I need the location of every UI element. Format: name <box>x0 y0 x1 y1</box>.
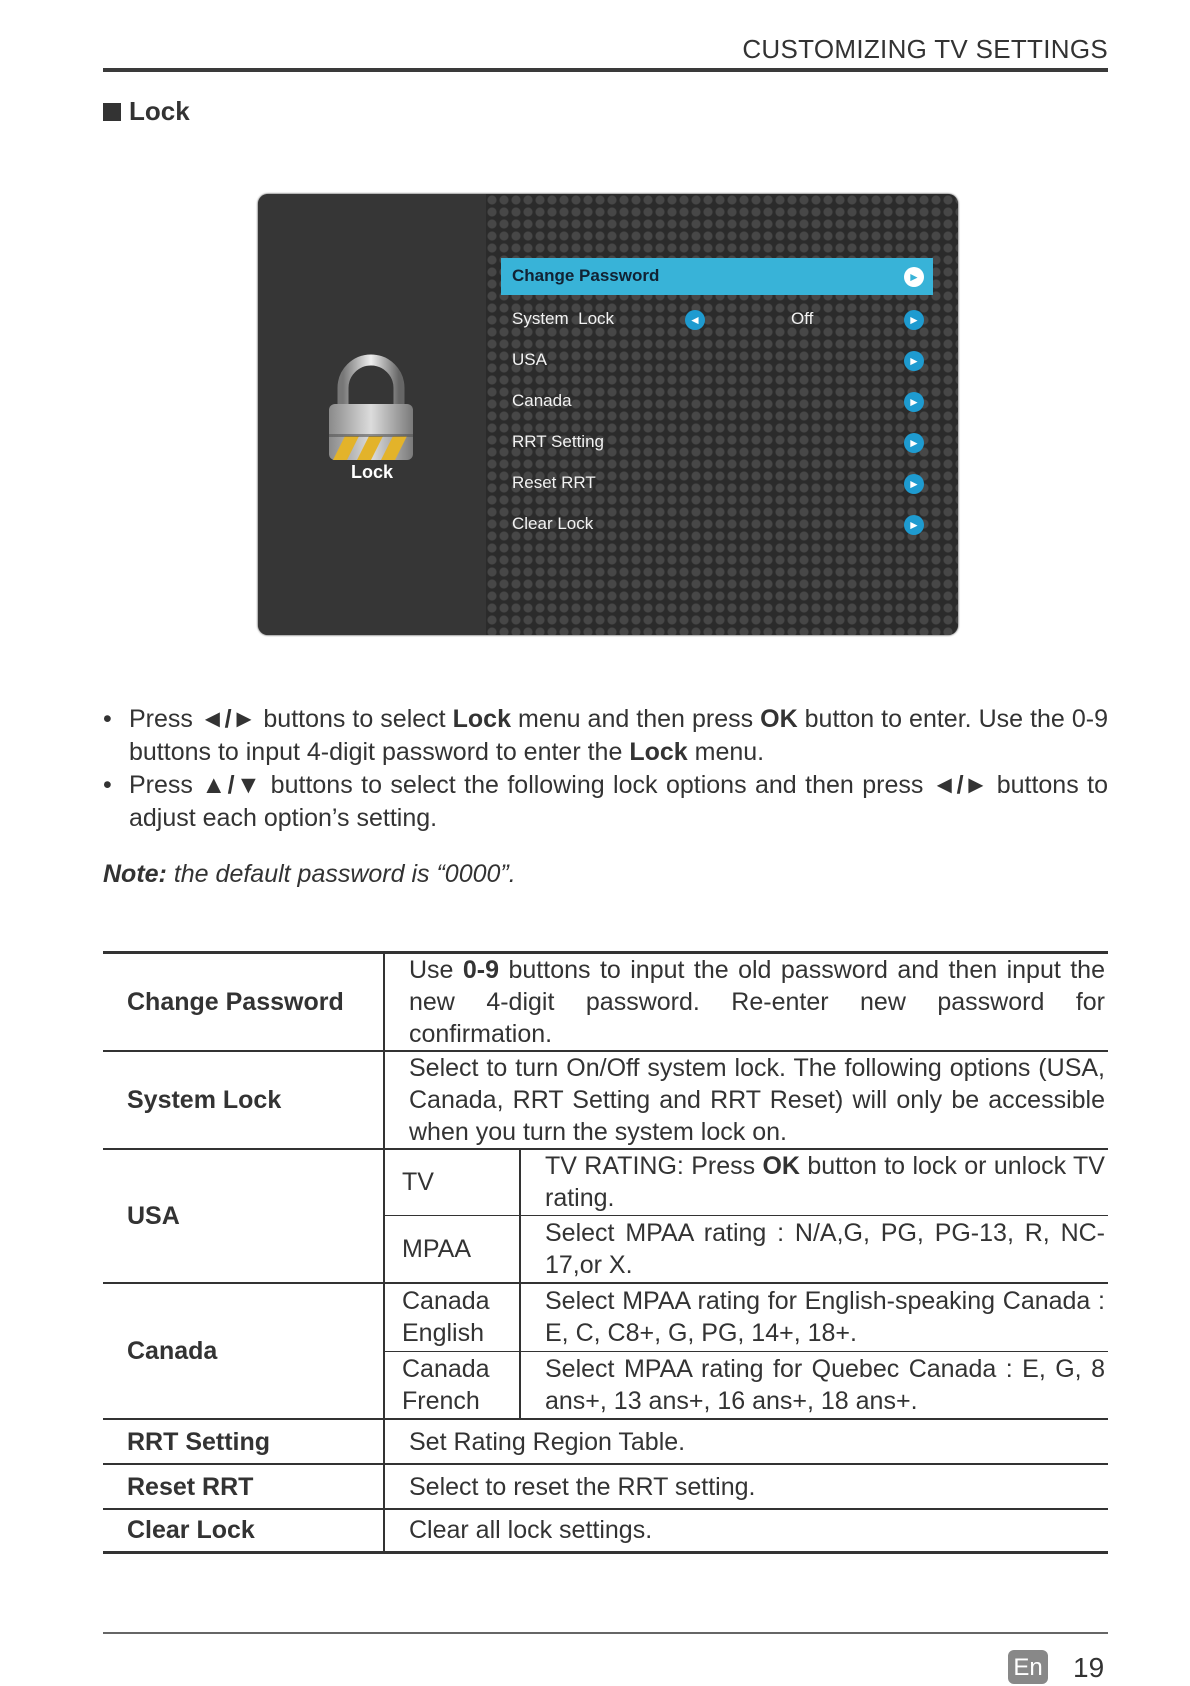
footer-divider <box>103 1632 1108 1634</box>
arrow-right-icon: ► <box>904 433 924 453</box>
text: menu and then press <box>510 705 761 733</box>
lock-keyword: Lock <box>629 738 688 766</box>
page-number: 19 <box>1073 1652 1105 1683</box>
arrow-right-icon: ► <box>904 392 924 412</box>
menu-item-change-password[interactable] <box>501 258 933 295</box>
left-right-arrows: ◄/► <box>931 771 989 799</box>
text: buttons to select <box>256 705 453 733</box>
table-row <box>103 1051 1108 1149</box>
text: Canada <box>402 1287 490 1316</box>
lock-menu-label: Lock <box>350 462 393 482</box>
row-key: Change Password <box>103 953 384 1052</box>
row-desc: Select MPAA rating : N/A,G, PG, PG-13, R, NC-17,or X. <box>520 1215 1108 1283</box>
menu-item-label: RRT Setting <box>512 432 604 451</box>
arrow-left-icon[interactable]: ◄ <box>685 310 705 330</box>
instruction-list <box>103 703 1108 835</box>
row-subkey <box>384 1283 520 1351</box>
menu-item-system-lock[interactable] <box>501 299 933 340</box>
text: Press <box>129 771 193 799</box>
menu-item-rrt-setting[interactable] <box>501 422 933 463</box>
tv-menu-sidebar <box>258 194 486 635</box>
text: buttons to select the following lock options and then press <box>262 771 932 799</box>
menu-item-value: Off <box>791 309 814 328</box>
row-desc: Select to reset the RRT setting. <box>384 1464 1108 1509</box>
up-down-arrows: ▲/▼ <box>201 771 263 799</box>
text: TV RATING: Press <box>545 1152 763 1181</box>
ok-keyword: OK <box>760 705 798 733</box>
row-subkey: TV <box>384 1149 520 1215</box>
text: buttons to adjust each option’s setting. <box>129 771 1108 832</box>
text: Canada <box>402 1354 490 1383</box>
row-desc: Select to turn On/Off system lock. The following options (USA, Canada, RRT Setting and RRT Reset) will only be accessible when you turn the system lock on. <box>384 1051 1108 1149</box>
row-key: Canada <box>103 1283 384 1419</box>
arrow-right-icon: ► <box>904 267 924 287</box>
table-row <box>103 1419 1108 1464</box>
row-key: System Lock <box>103 1051 384 1149</box>
table-row <box>103 953 1108 1052</box>
menu-item-label: Change Password <box>512 266 660 285</box>
instruction-bullet-1 <box>103 703 1108 769</box>
lock-keyword: Lock <box>452 705 511 733</box>
row-desc: Clear all lock settings. <box>384 1509 1108 1552</box>
row-key: Clear Lock <box>103 1509 384 1552</box>
text: French <box>402 1386 480 1415</box>
note-label: Note: <box>103 860 167 888</box>
note <box>103 860 516 889</box>
menu-item-label: USA <box>512 350 547 369</box>
row-key: RRT Setting <box>103 1419 384 1464</box>
text: menu. <box>687 738 765 766</box>
page-header <box>103 30 1108 72</box>
row-key: USA <box>103 1149 384 1283</box>
padlock-icon <box>323 354 419 464</box>
menu-item-label: Canada <box>512 391 572 410</box>
row-desc: Select MPAA rating for English-speaking Canada : E, C, C8+, G, PG, 14+, 18+. <box>520 1283 1108 1351</box>
tv-menu-screenshot <box>258 194 958 635</box>
row-desc: Select MPAA rating for Quebec Canada : E, G, 8 ans+, 13 ans+, 16 ans+, 18 ans+. <box>520 1351 1108 1419</box>
text: button to lock or unlock TV rating. <box>545 1152 1105 1213</box>
text: 0-9 <box>462 956 500 984</box>
row-subkey <box>384 1351 520 1419</box>
menu-item-reset-rrt[interactable] <box>501 463 933 504</box>
left-right-arrows: ◄/► <box>199 705 257 733</box>
text: Press <box>129 705 193 733</box>
text: OK <box>762 1152 800 1181</box>
tv-menu-list <box>501 258 933 545</box>
menu-item-canada[interactable] <box>501 381 933 422</box>
arrow-right-icon: ► <box>904 515 924 535</box>
square-bullet-icon <box>103 103 121 121</box>
section-title-text: Lock <box>129 96 190 126</box>
menu-item-usa[interactable] <box>501 340 933 381</box>
text: English <box>402 1319 484 1348</box>
table-row <box>103 1283 1108 1351</box>
menu-item-clear-lock[interactable] <box>501 504 933 545</box>
table-row <box>103 1464 1108 1509</box>
table-row <box>103 1149 1108 1215</box>
arrow-right-icon: ► <box>904 351 924 371</box>
row-subkey: MPAA <box>384 1215 520 1283</box>
header-title: CUSTOMIZING TV SETTINGS <box>742 34 1108 64</box>
row-desc <box>520 1149 1108 1215</box>
section-title <box>103 96 190 127</box>
text: button to enter. Use the 0-9 buttons to input 4-digit password to enter the <box>129 705 1108 766</box>
menu-item-label: Clear Lock <box>512 514 594 533</box>
instruction-bullet-2 <box>103 769 1108 835</box>
text: buttons to input the old password and then input the new 4-digit password. Re-enter new password for confirmation. <box>409 956 1105 1048</box>
table-row <box>103 1509 1108 1552</box>
language-badge: En <box>1008 1650 1048 1684</box>
lock-options-table <box>103 951 1108 1554</box>
menu-item-label: Reset RRT <box>512 473 596 492</box>
text: Use <box>409 956 463 984</box>
menu-item-label: System Lock <box>512 309 615 328</box>
row-key: Reset RRT <box>103 1464 384 1509</box>
row-desc <box>384 953 1108 1052</box>
note-text: the default password is “0000”. <box>166 860 516 888</box>
row-desc: Set Rating Region Table. <box>384 1419 1108 1464</box>
arrow-right-icon[interactable]: ► <box>904 310 924 330</box>
arrow-right-icon: ► <box>904 474 924 494</box>
